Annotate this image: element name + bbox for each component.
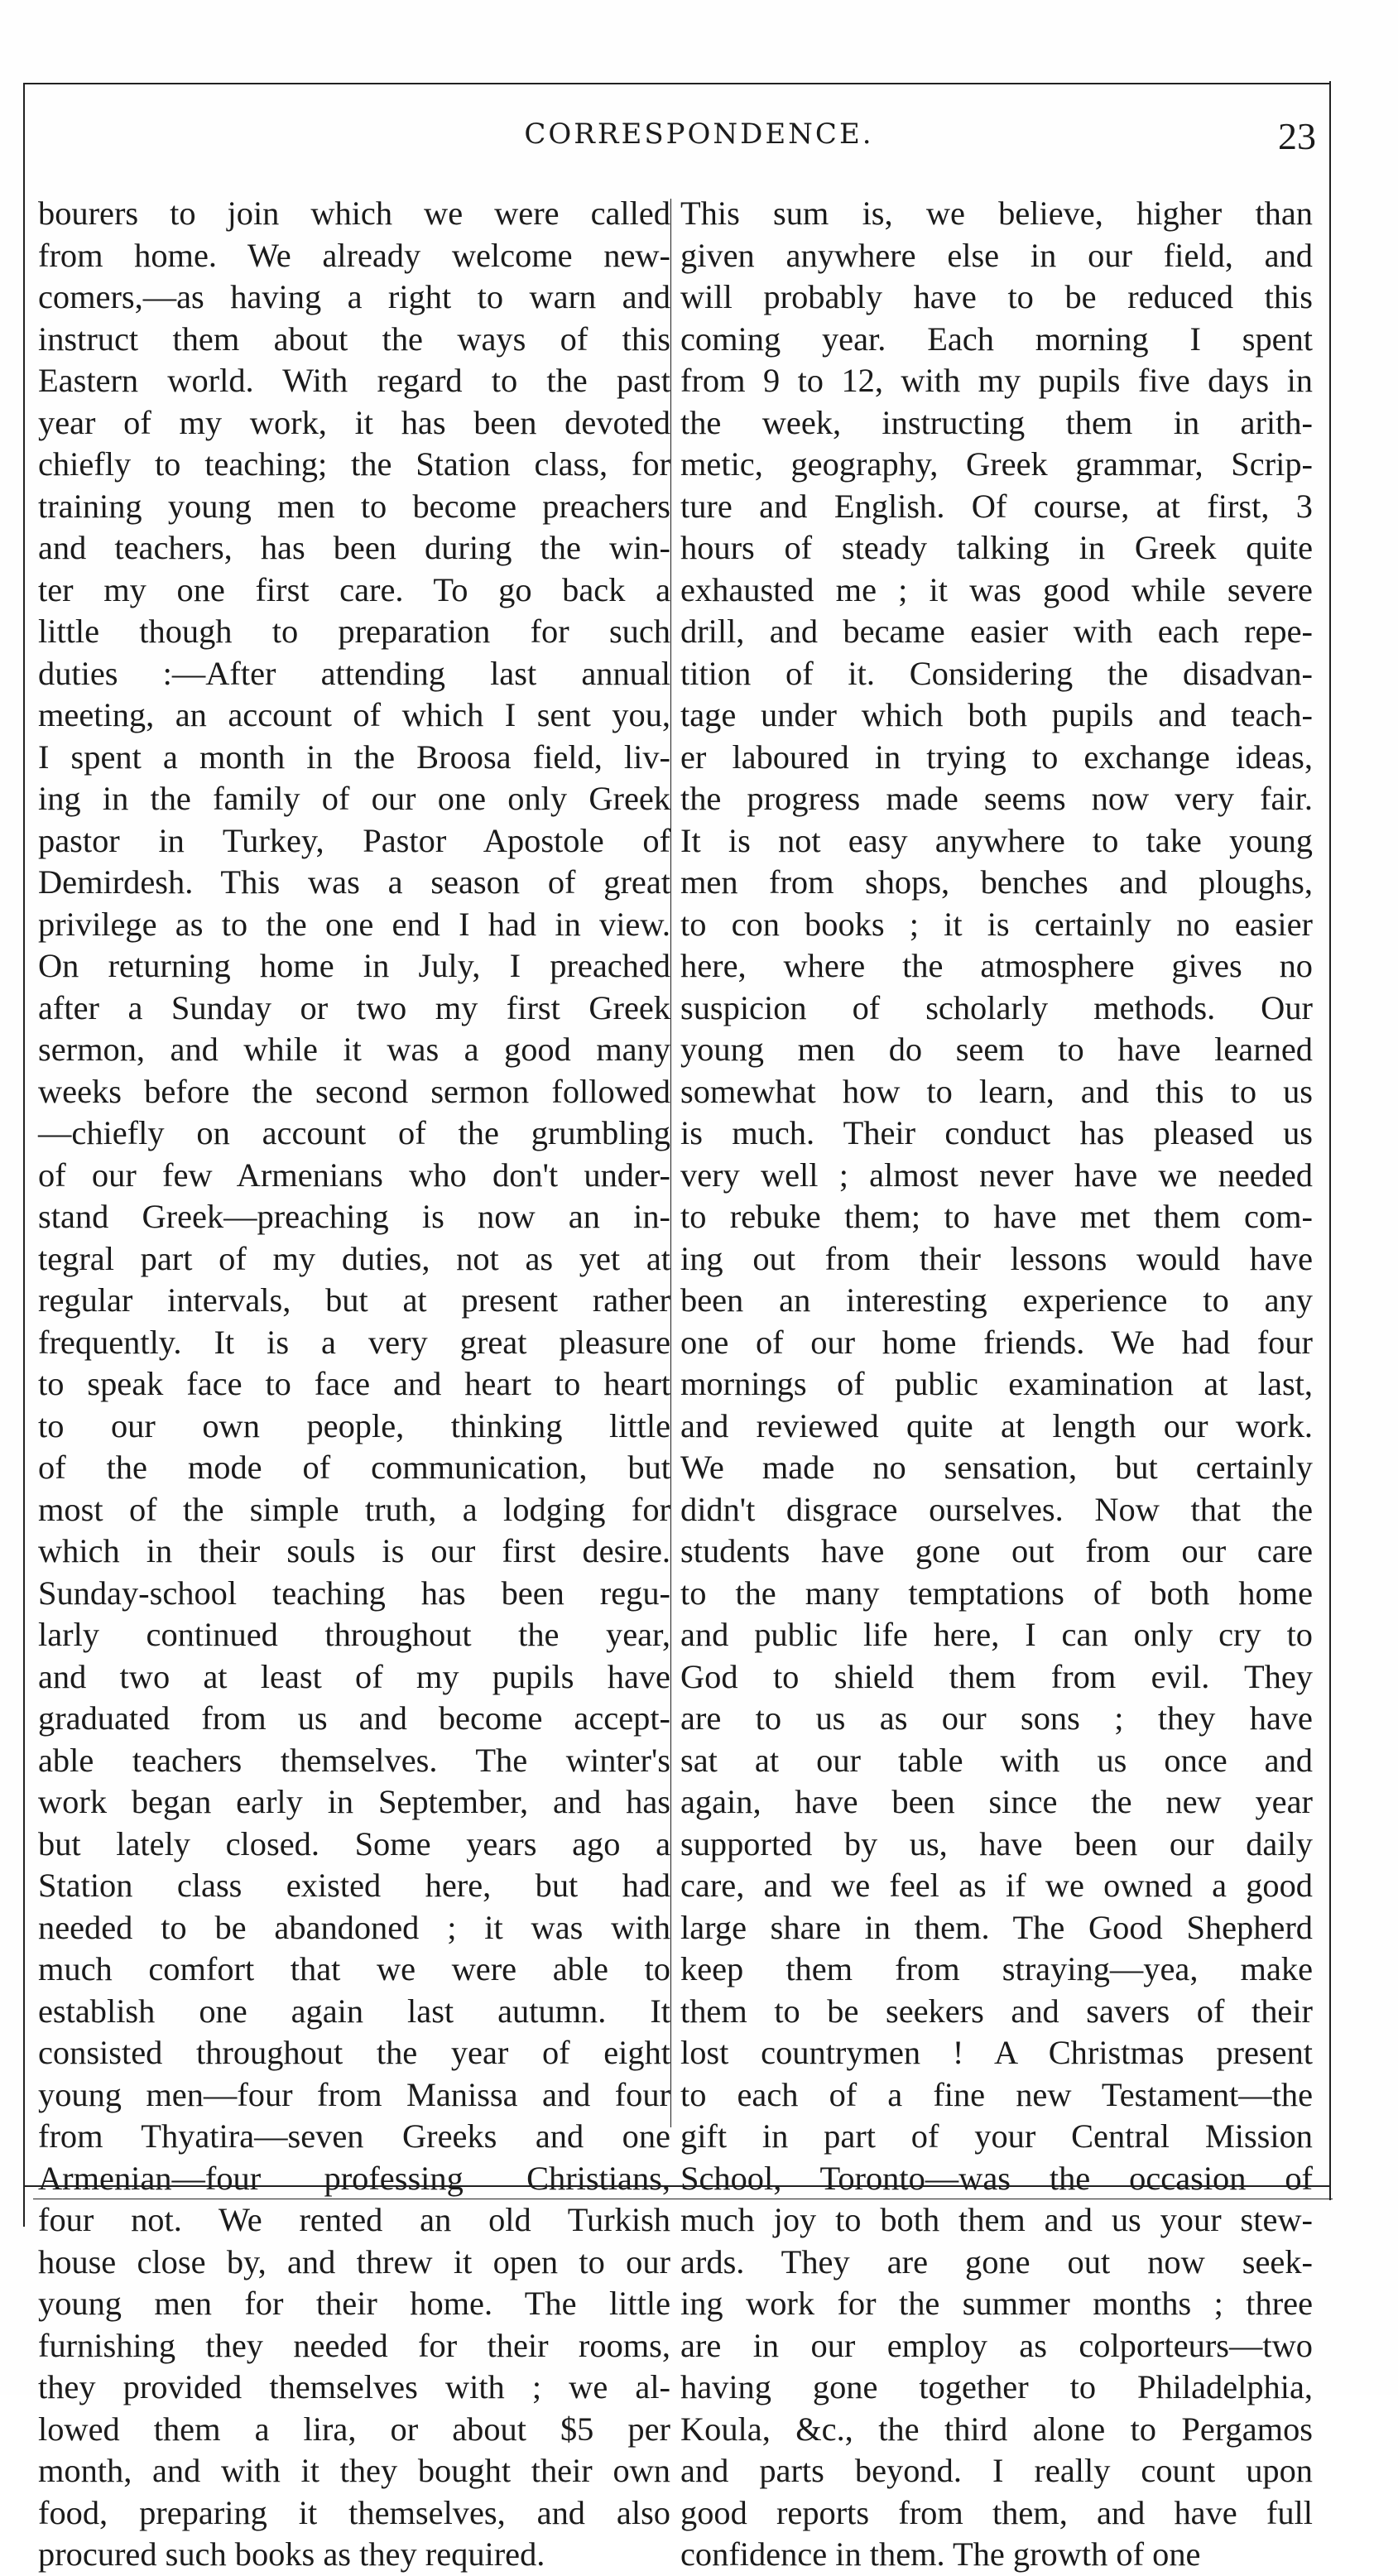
- text-line: exhausted me ; it was good while severe: [680, 570, 1313, 608]
- text-line: to our own people, thinking little: [38, 1406, 670, 1444]
- text-line: supported by us, have been our daily: [680, 1824, 1313, 1862]
- text-line: young men—four from Manissa and four: [38, 2075, 670, 2113]
- text-line: chiefly to teaching; the Station class, for: [38, 445, 670, 483]
- text-line: house close by, and threw it open to our: [38, 2242, 670, 2280]
- text-line: ter my one first care. To go back a: [38, 570, 670, 608]
- text-line: one of our home friends. We had four: [680, 1323, 1313, 1361]
- text-line: drill, and became easier with each repe-: [680, 613, 1313, 650]
- text-line: establish one again last autumn. It: [38, 1992, 670, 2030]
- text-line: didn't disgrace ourselves. Now that the: [680, 1490, 1313, 1528]
- text-column-left: [38, 193, 670, 2573]
- text-line: much comfort that we were able to: [38, 1950, 670, 1987]
- text-line: mornings of public examination at last,: [680, 1365, 1313, 1402]
- page-number: 23: [1278, 115, 1316, 157]
- text-line: On returning home in July, I preached: [38, 947, 670, 984]
- text-line: month, and with it they bought their own: [38, 2452, 670, 2489]
- text-line: lowed them a lira, or about $5 per: [38, 2410, 670, 2448]
- text-line: here, where the atmosphere gives no: [680, 947, 1313, 984]
- text-line: comers,—as having a right to warn and: [38, 278, 670, 315]
- text-line: to con books ; it is certainly no easier: [680, 905, 1313, 943]
- text-line: to each of a fine new Testament—the: [680, 2075, 1313, 2113]
- text-line: ing out from their lessons would have: [680, 1239, 1313, 1277]
- text-line: of the mode of communication, but: [38, 1449, 670, 1486]
- text-line: and parts beyond. I really count upon: [680, 2452, 1313, 2489]
- text-line: tition of it. Considering the disadvan-: [680, 654, 1313, 692]
- text-line: weeks before the second sermon followed: [38, 1072, 670, 1110]
- text-line: frequently. It is a very great pleasure: [38, 1323, 670, 1361]
- text-line: from home. We already welcome new-: [38, 236, 670, 274]
- text-line: and teachers, has been during the win-: [38, 529, 670, 566]
- text-line: training young men to become preachers: [38, 487, 670, 525]
- text-line: care, and we feel as if we owned a good: [680, 1867, 1313, 1904]
- text-line: after a Sunday or two my first Greek: [38, 988, 670, 1026]
- text-line: stand Greek—preaching is now an in-: [38, 1198, 670, 1235]
- text-line: Sunday-school teaching has been regu-: [38, 1574, 670, 1612]
- text-line: food, preparing it themselves, and also: [38, 2493, 670, 2531]
- right-border-rule: [1329, 81, 1331, 2200]
- text-line: to speak face to face and heart to heart: [38, 1365, 670, 1402]
- left-border-rule: [23, 83, 25, 2227]
- text-line: again, have been since the new year: [680, 1783, 1313, 1820]
- column-divider-rule: [670, 199, 671, 2127]
- text-line: of our few Armenians who don't under-: [38, 1156, 670, 1194]
- text-line: Station class existed here, but had: [38, 1867, 670, 1904]
- text-line: tage under which both pupils and teach-: [680, 696, 1313, 733]
- top-border-rule: [23, 83, 1331, 84]
- text-line: year of my work, it has been devoted: [38, 403, 670, 441]
- text-line: from 9 to 12, with my pupils five days in: [680, 362, 1313, 399]
- text-line: large share in them. The Good Shepherd: [680, 1908, 1313, 1946]
- text-line: duties :—After attending last annual: [38, 654, 670, 692]
- text-line: confidence in them. The growth of one: [680, 2535, 1201, 2573]
- text-line: This sum is, we believe, higher than: [680, 195, 1313, 232]
- text-line: sermon, and while it was a good many: [38, 1031, 670, 1068]
- text-line: God to shield them from evil. They: [680, 1657, 1313, 1695]
- running-header-title: CORRESPONDENCE.: [524, 118, 874, 151]
- text-line: the week, instructing them in arith-: [680, 403, 1313, 441]
- text-line: consisted throughout the year of eight: [38, 2034, 670, 2071]
- text-line: needed to be abandoned ; it was with: [38, 1908, 670, 1946]
- text-line: meeting, an account of which I sent you,: [38, 696, 670, 733]
- text-line: suspicion of scholarly methods. Our: [680, 988, 1313, 1026]
- text-line: Eastern world. With regard to the past: [38, 362, 670, 399]
- text-line: young men for their home. The little: [38, 2285, 670, 2322]
- text-line: metic, geography, Greek grammar, Scrip-: [680, 445, 1313, 483]
- text-line: Armenian—four professing Christians,: [38, 2159, 670, 2197]
- text-line: very well ; almost never have we needed: [680, 1156, 1313, 1194]
- text-line: We made no sensation, but certainly: [680, 1449, 1313, 1486]
- text-line: but lately closed. Some years ago a: [38, 1824, 670, 1862]
- text-line: er laboured in trying to exchange ideas,: [680, 738, 1313, 776]
- text-line: much joy to both them and us your stew-: [680, 2201, 1313, 2238]
- text-line: they provided themselves with ; we al-: [38, 2368, 670, 2405]
- text-line: It is not easy anywhere to take young: [680, 821, 1313, 859]
- text-line: men from shops, benches and ploughs,: [680, 863, 1313, 901]
- text-line: to rebuke them; to have met them com-: [680, 1198, 1313, 1235]
- text-column-right: [680, 193, 1313, 2573]
- text-line: furnishing they needed for their rooms,: [38, 2326, 670, 2364]
- text-line: little though to preparation for such: [38, 613, 670, 650]
- text-line: ture and English. Of course, at first, 3: [680, 487, 1313, 525]
- text-line: able teachers themselves. The winter's: [38, 1741, 670, 1779]
- text-line: coming year. Each morning I spent: [680, 320, 1313, 358]
- text-line: —chiefly on account of the grumbling: [38, 1114, 670, 1151]
- text-line: them to be seekers and savers of their: [680, 1992, 1313, 2030]
- text-line: good reports from them, and have full: [680, 2493, 1313, 2531]
- text-line: sat at our table with us once and: [680, 1741, 1313, 1779]
- text-line: gift in part of your Central Mission: [680, 2117, 1313, 2155]
- text-line: ing in the family of our one only Greek: [38, 780, 670, 817]
- text-line: to the many temptations of both home: [680, 1574, 1313, 1612]
- text-line: from Thyatira—seven Greeks and one: [38, 2117, 670, 2155]
- text-line: ing work for the summer months ; three: [680, 2285, 1313, 2322]
- text-line: having gone together to Philadelphia,: [680, 2368, 1313, 2405]
- text-line: lost countrymen ! A Christmas present: [680, 2034, 1313, 2071]
- text-line: students have gone out from our care: [680, 1532, 1313, 1569]
- text-line: I spent a month in the Broosa field, liv-: [38, 738, 670, 776]
- text-line: young men do seem to have learned: [680, 1031, 1313, 1068]
- text-line: instruct them about the ways of this: [38, 320, 670, 358]
- text-line: and reviewed quite at length our work.: [680, 1406, 1313, 1444]
- text-line: and two at least of my pupils have: [38, 1657, 670, 1695]
- text-line: are in our employ as colporteurs—two: [680, 2326, 1313, 2364]
- text-line: tegral part of my duties, not as yet at: [38, 1239, 670, 1277]
- text-line: been an interesting experience to any: [680, 1281, 1313, 1319]
- text-line: Koula, &c., the third alone to Pergamos: [680, 2410, 1313, 2448]
- text-line: is much. Their conduct has pleased us: [680, 1114, 1313, 1151]
- text-line: most of the simple truth, a lodging for: [38, 1490, 670, 1528]
- text-line: and public life here, I can only cry to: [680, 1616, 1313, 1653]
- text-line: graduated from us and become accept-: [38, 1699, 670, 1737]
- text-line: bourers to join which we were called: [38, 195, 670, 232]
- text-line: which in their souls is our first desire.: [38, 1532, 670, 1569]
- text-line: are to us as our sons ; they have: [680, 1699, 1313, 1737]
- text-line: the progress made seems now very fair.: [680, 780, 1313, 817]
- text-line: will probably have to be reduced this: [680, 278, 1313, 315]
- text-line: School, Toronto—was the occasion of: [680, 2159, 1313, 2197]
- text-line: larly continued throughout the year,: [38, 1616, 670, 1653]
- text-line: procured such books as they required.: [38, 2535, 545, 2573]
- text-line: regular intervals, but at present rather: [38, 1281, 670, 1319]
- text-line: somewhat how to learn, and this to us: [680, 1072, 1313, 1110]
- text-line: ards. They are gone out now seek-: [680, 2242, 1313, 2280]
- text-line: Demirdesh. This was a season of great: [38, 863, 670, 901]
- text-line: work began early in September, and has: [38, 1783, 670, 1820]
- text-line: given anywhere else in our field, and: [680, 236, 1313, 274]
- text-line: four not. We rented an old Turkish: [38, 2201, 670, 2238]
- text-line: pastor in Turkey, Pastor Apostole of: [38, 821, 670, 859]
- text-line: hours of steady talking in Greek quite: [680, 529, 1313, 566]
- text-line: privilege as to the one end I had in view.: [38, 905, 670, 943]
- text-line: keep them from straying—yea, make: [680, 1950, 1313, 1987]
